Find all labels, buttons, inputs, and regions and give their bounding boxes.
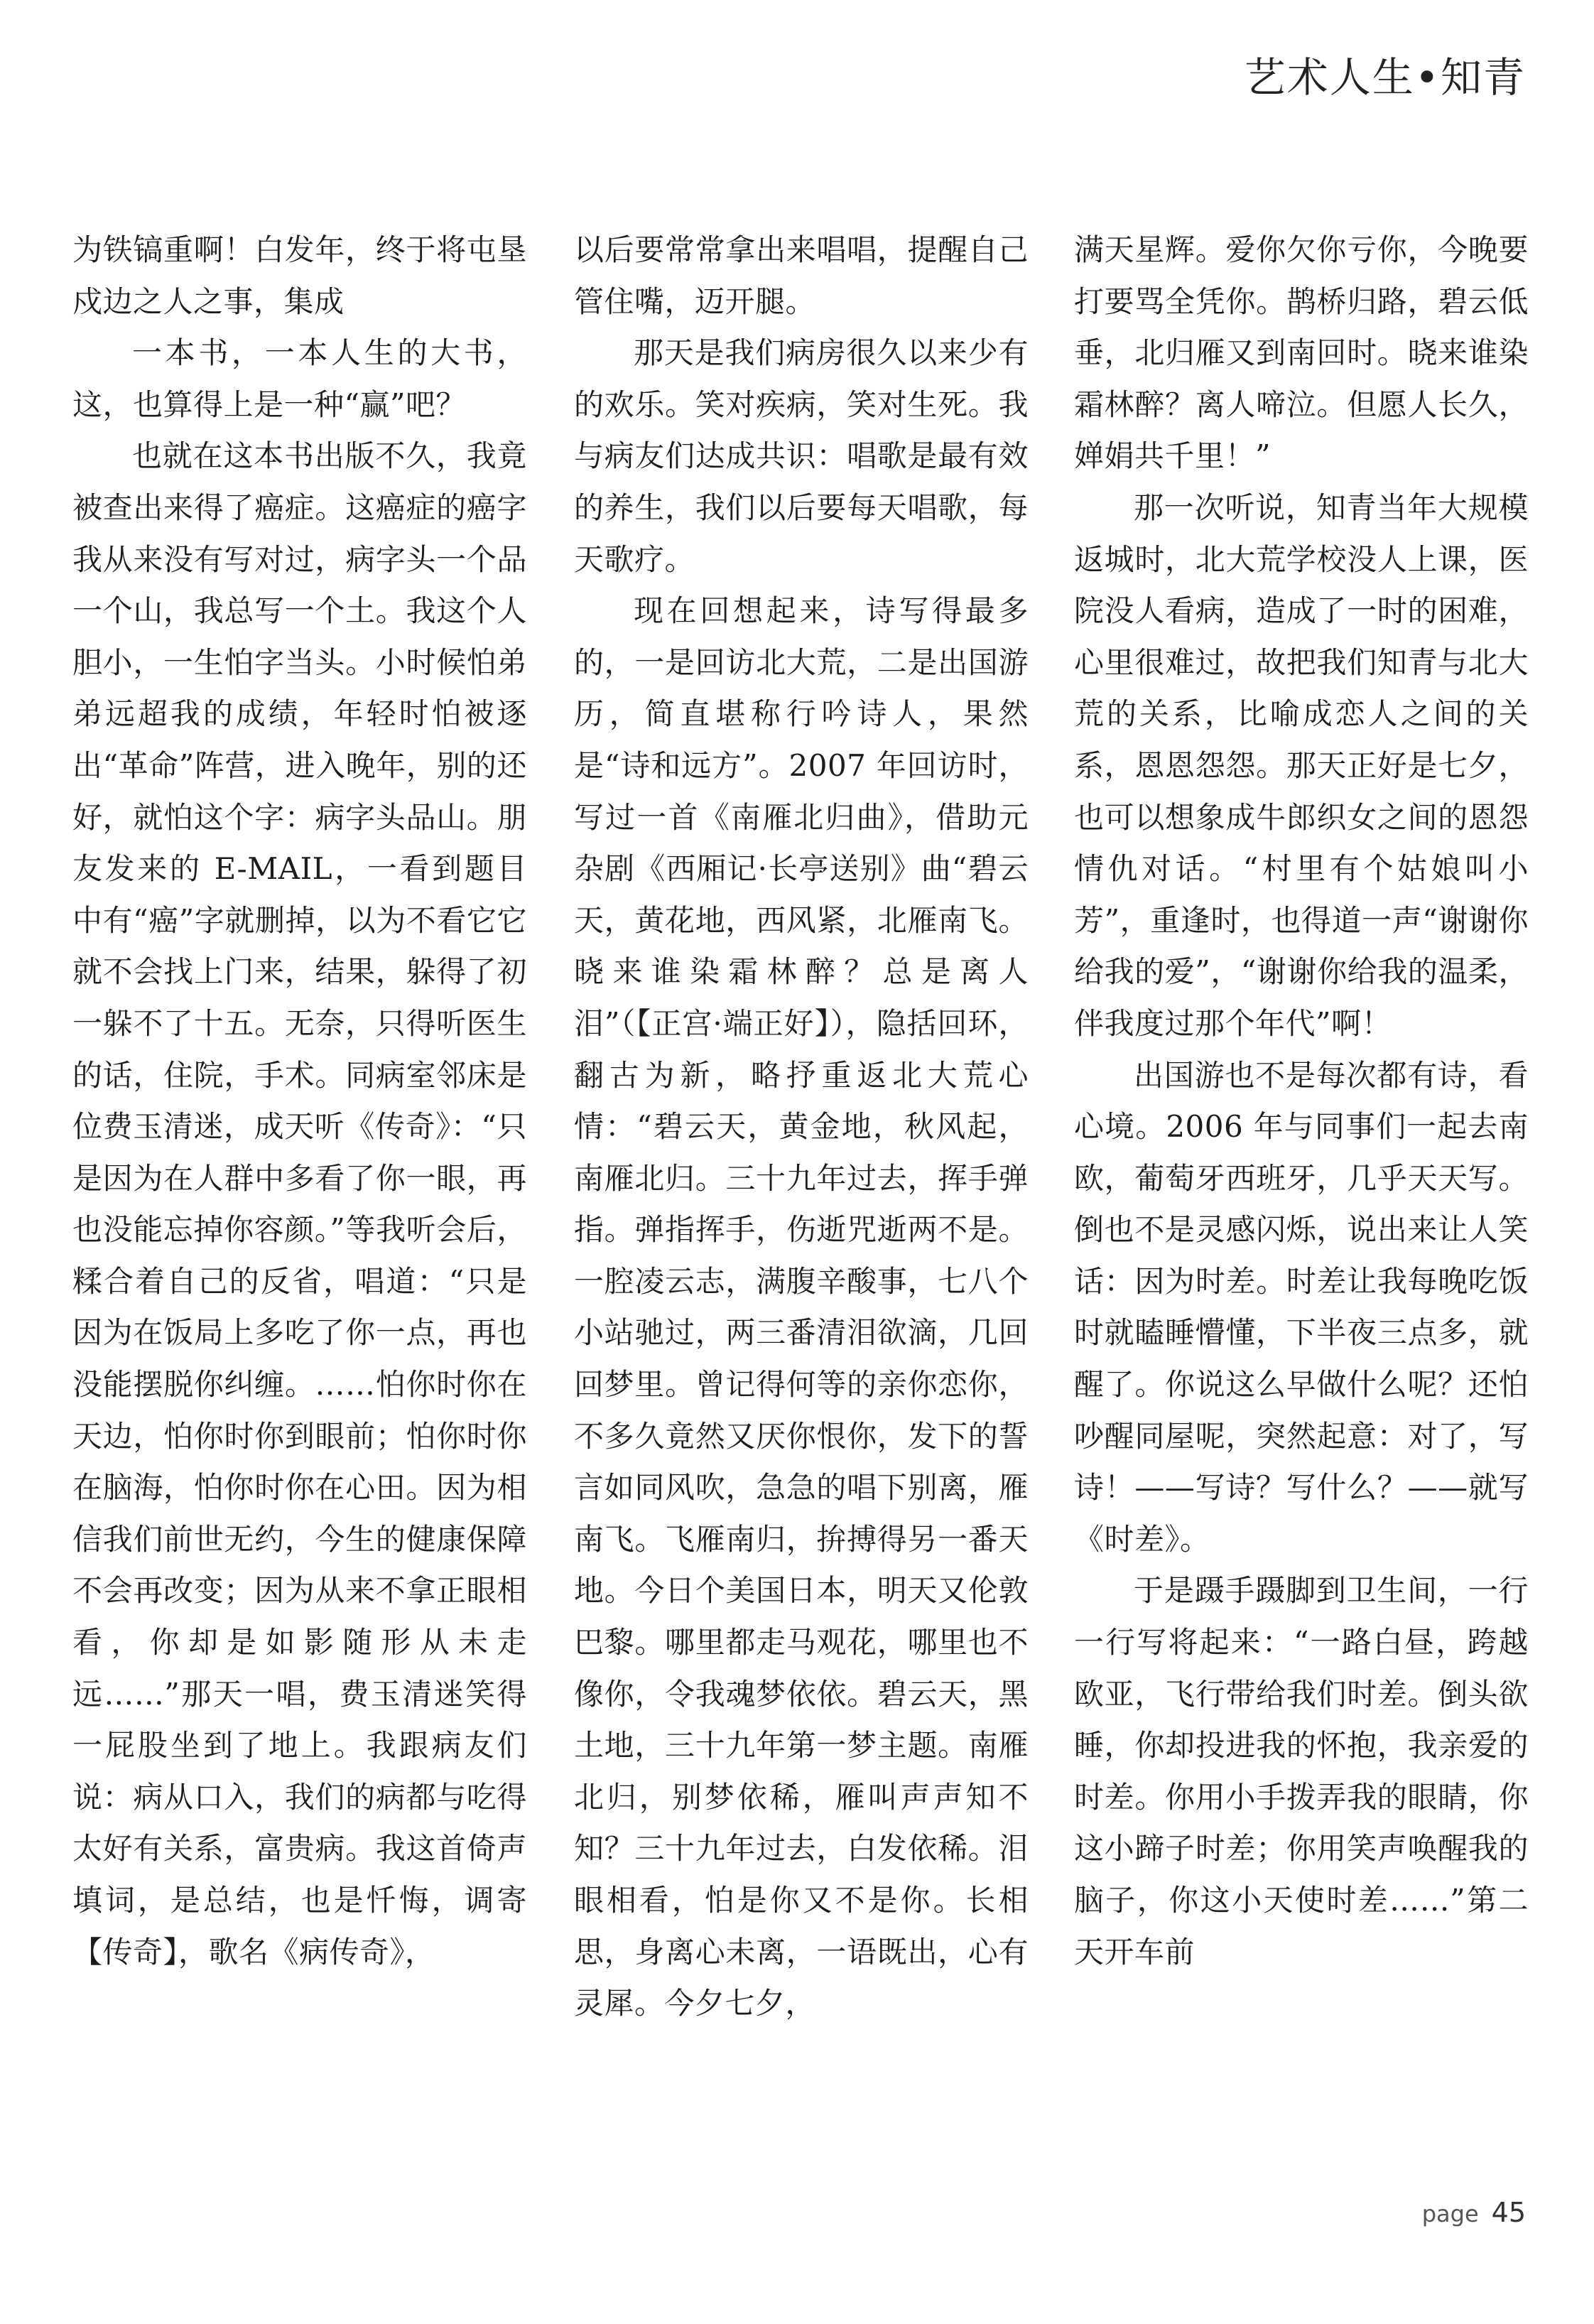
page-label: page	[1421, 2200, 1479, 2227]
paragraph: 为铁镐重啊！白发年，终于将屯垦戍边之人之事，集成	[72, 232, 527, 319]
page-footer	[1422, 2197, 1526, 2228]
text-column-2	[574, 225, 1029, 2030]
text-column-3	[1074, 225, 1529, 1978]
paragraph: 那一次听说，知青当年大规模返城时，北大荒学校没人上课，医院没人看病，造成了一时的困难，心里很难过，故把我们知青与北大荒的关系，比喻成恋人之间的关系，恩恩怨怨。那天正好是七夕，也可以想象成牛郎织女之间的恩怨情仇对话。“村里有个姑娘叫小芳”，重逢时，也得道一声“谢谢你给我的爱”，“谢谢你给我的温柔，伴我度过那个年代”啊！	[1074, 490, 1529, 1041]
paragraph: 以后要常常拿出来唱唱，提醒自己管住嘴，迈开腿。	[574, 232, 1029, 319]
text-column-1	[72, 225, 527, 1978]
paragraph: 现在回想起来，诗写得最多的，一是回访北大荒，二是出国游历，简直堪称行吟诗人，果然是“诗和远方”。2007 年回访时，写过一首《南雁北归曲》，借助元杂剧《西厢记·长亭送别》曲“碧云天，黄花地，西风紧，北雁南飞。晓来谁染霜林醉？总是离人泪”（【正宫·端正好】），隐括回环，翻古为新，略抒重返北大荒心情：“碧云天，黄金地，秋风起，南雁北归。三十九年过去，挥手弹指。弹指挥手，伤逝咒逝两不是。一腔凌云志，满腹辛酸事，七八个小站驰过，两三番清泪欲滴，几回回梦里。曾记得何等的亲你恋你，不多久竟然又厌你恨你，发下的誓言如同风吹，急急的唱下别离，雁南飞。飞雁南归，拚搏得另一番天地。今日个美国日本，明天又伦敦巴黎。哪里都走马观花，哪里也不像你，令我魂梦依依。碧云天，黑土地，三十九年第一梦主题。南雁北归，别梦依稀，雁叫声声知不知？三十九年过去，白发依稀。泪眼相看，怕是你又不是你。长相思，身离心未离，一语既出，心有灵犀。今夕七夕，	[574, 593, 1029, 2021]
paragraph: 出国游也不是每次都有诗，看心境。2006 年与同事们一起去南欧，葡萄牙西班牙，几乎天天写。倒也不是灵感闪烁，说出来让人笑话：因为时差。时差让我每晚吃饭时就瞌睡懵懂，下半夜三点多，就醒了。你说这么早做什么呢？还怕吵醒同屋呢，突然起意：对了，写诗！——写诗？写什么？——就写《时差》。	[1074, 1057, 1529, 1557]
section-header: 艺术人生•知青	[1244, 53, 1526, 102]
page-number: 45	[1491, 2197, 1526, 2228]
paragraph: 满天星辉。爱你欠你亏你，今晚要打要骂全凭你。鹊桥归路，碧云低垂，北归雁又到南回时。晓来谁染霜林醉？离人啼泣。但愿人长久，婵娟共千里！”	[1074, 232, 1529, 474]
paragraph: 那天是我们病房很久以来少有的欢乐。笑对疾病，笑对生死。我与病友们达成共识：唱歌是最有效的养生，我们以后要每天唱歌，每天歌疗。	[574, 335, 1029, 577]
paragraph: 于是蹑手蹑脚到卫生间，一行一行写将起来：“一路白昼，跨越欧亚，飞行带给我们时差。倒头欲睡，你却投进我的怀抱，我亲爱的时差。你用小手拨弄我的眼睛，你这小蹄子时差；你用笑声唤醒我的脑子，你这小天使时差……”第二天开车前	[1074, 1573, 1529, 1969]
paragraph: 一本书，一本人生的大书，这，也算得上是一种“赢”吧？	[72, 335, 527, 422]
paragraph: 也就在这本书出版不久，我竟被查出来得了癌症。这癌症的癌字我从来没有写对过，病字头一个品一个山，我总写一个土。我这个人胆小，一生怕字当头。小时候怕弟弟远超我的成绩，年轻时怕被逐出“革命”阵营，进入晚年，别的还好，就怕这个字：病字头品山。朋友发来的 E-MAIL，一看到题目中有“癌”字就删掉，以为不看它它就不会找上门来，结果，躲得了初一躲不了十五。无奈，只得听医生的话，住院，手术。同病室邻床是位费玉清迷，成天听《传奇》：“只是因为在人群中多看了你一眼，再也没能忘掉你容颜。”等我听会后，糅合着自己的反省，唱道：“只是因为在饭局上多吃了你一点，再也没能摆脱你纠缠。……怕你时你在天边，怕你时你到眼前；怕你时你在脑海，怕你时你在心田。因为相信我们前世无约，今生的健康保障不会再改变；因为从来不拿正眼相看，你却是如影随形从未走远……”那天一唱，费玉清迷笑得一屁股坐到了地上。我跟病友们说：病从口入，我们的病都与吃得太好有关系，富贵病。我这首倚声填词，是总结，也是忏悔，调寄【传奇】，歌名《病传奇》，	[72, 438, 527, 1969]
